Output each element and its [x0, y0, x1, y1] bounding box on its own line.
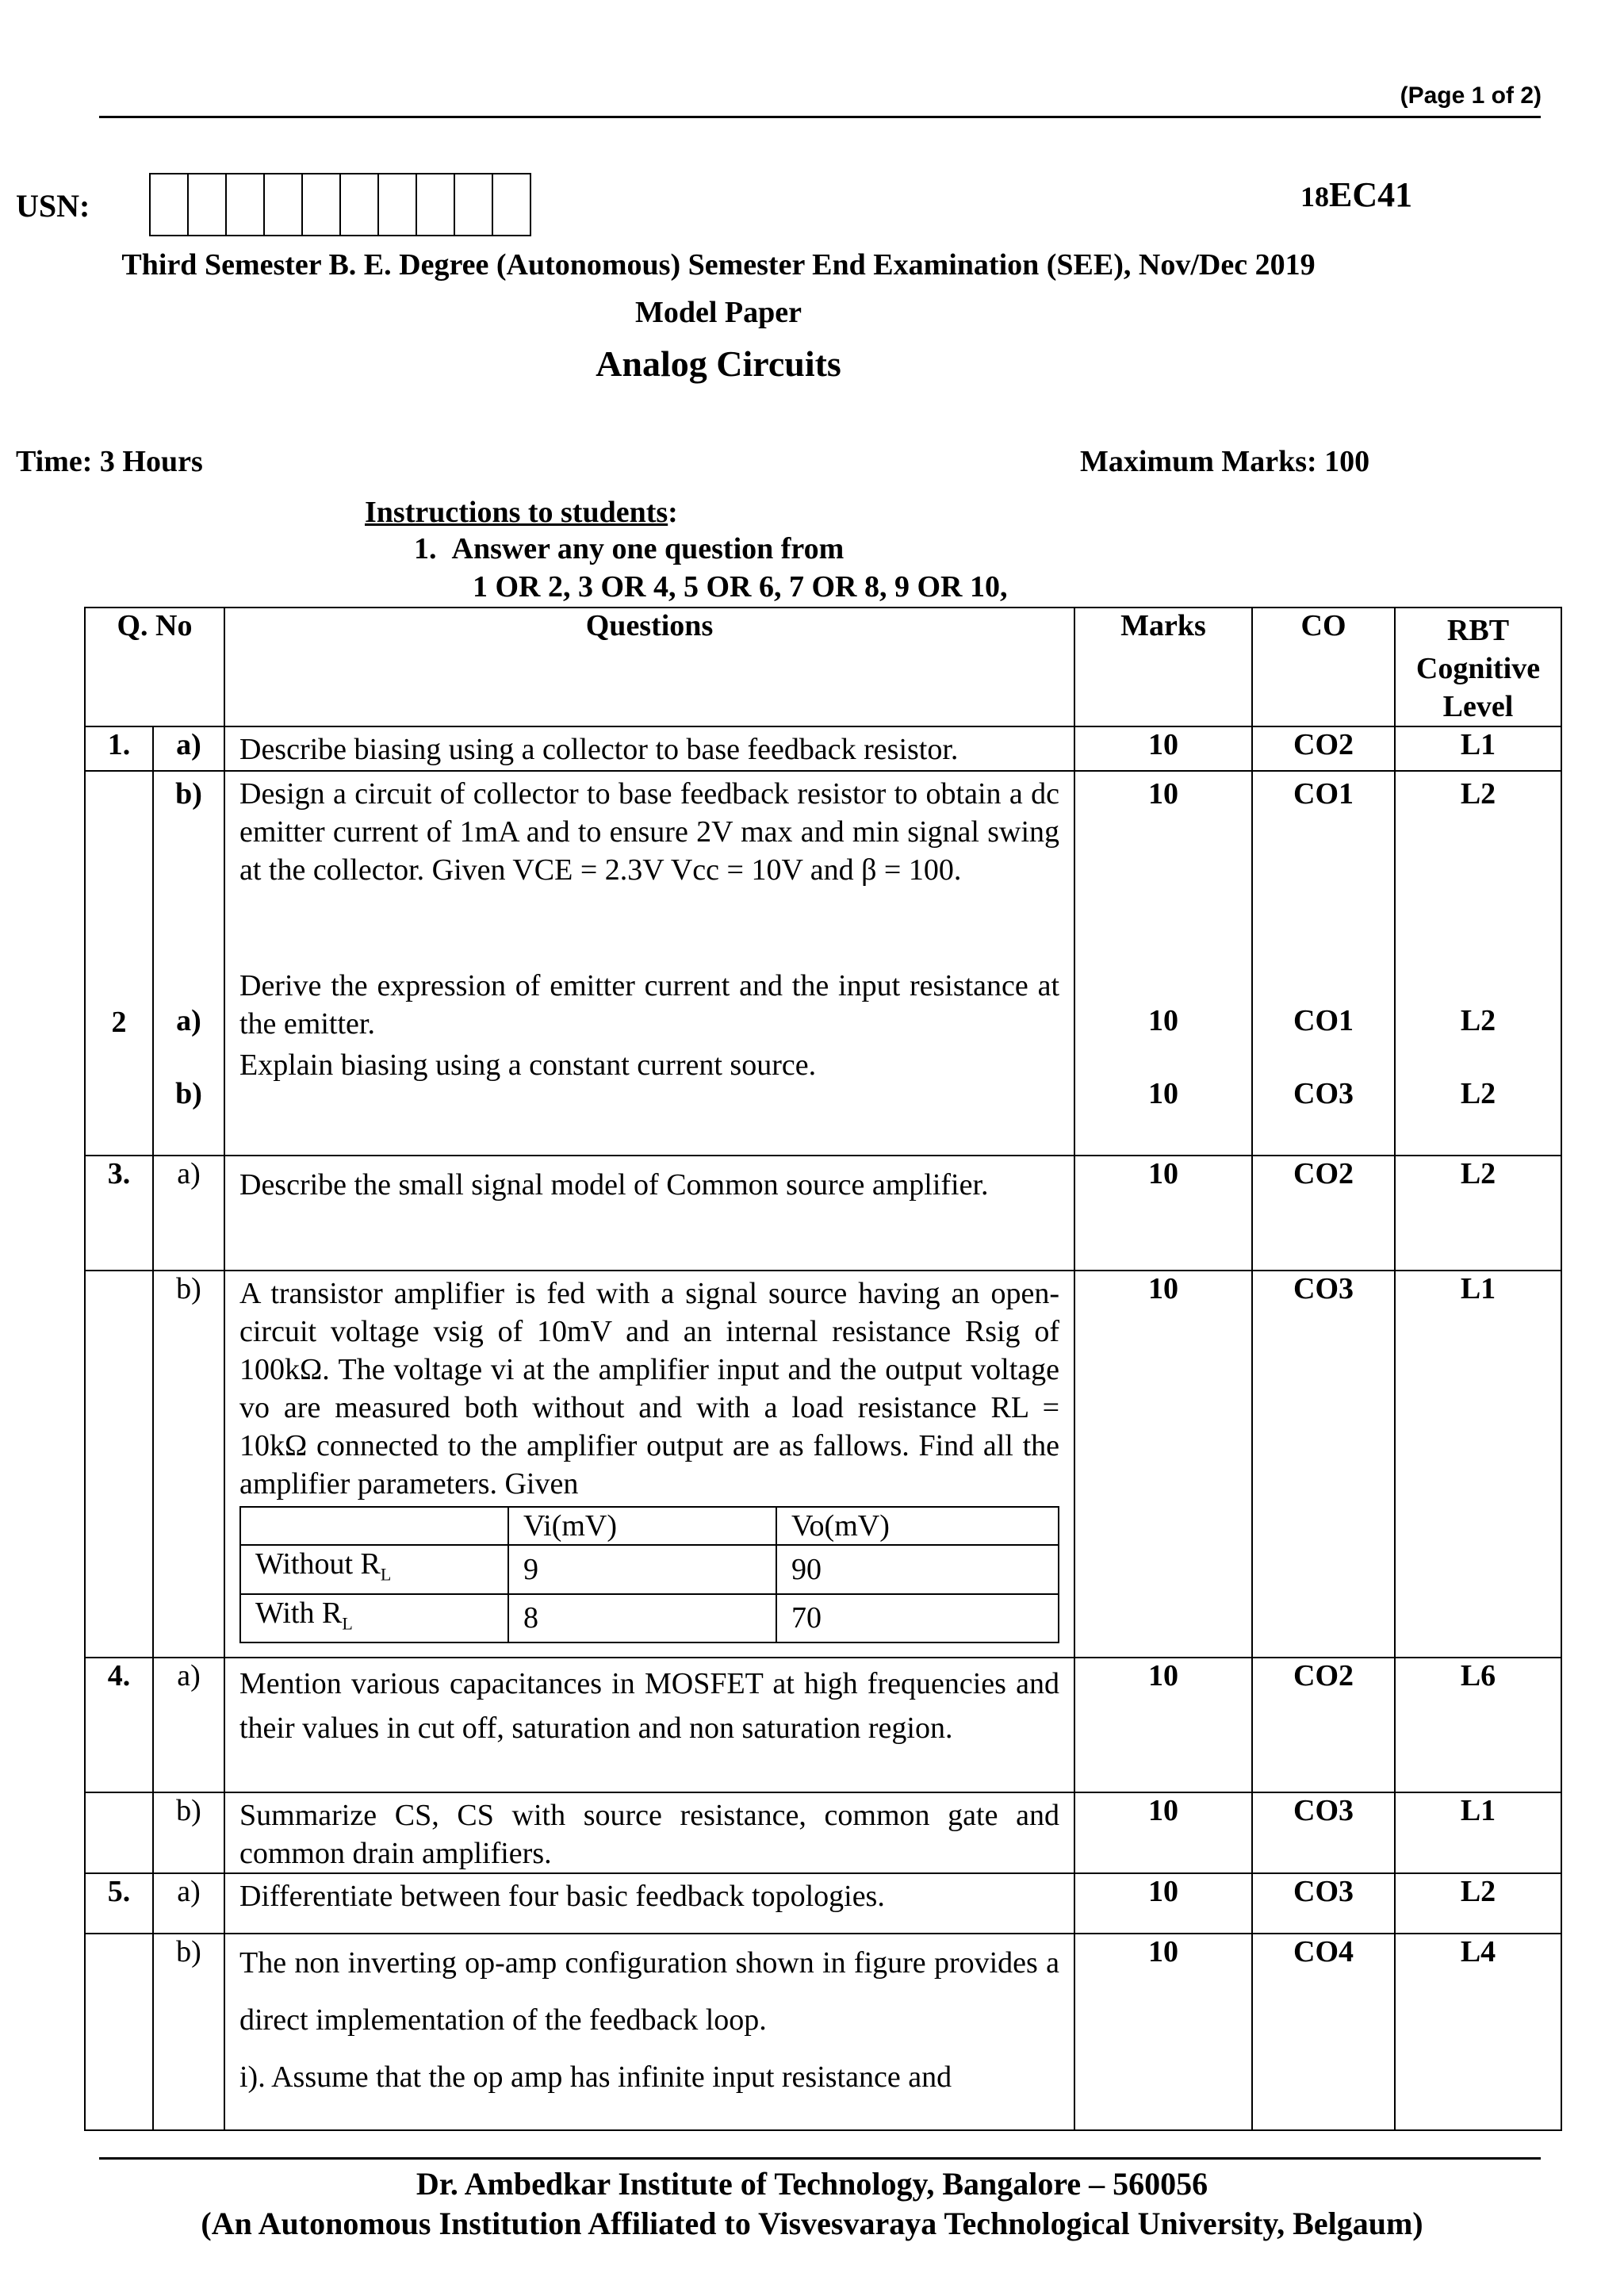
table-row — [85, 1792, 1561, 1873]
q-marks: 10 — [1074, 1873, 1252, 1934]
q-marks: 10 — [1074, 726, 1252, 771]
instructions-title: Instructions to students: — [365, 496, 678, 529]
q-co: CO3 — [1252, 1873, 1395, 1934]
q-number — [85, 1934, 153, 2130]
table-row — [85, 1873, 1561, 1934]
instruction-1: 1. Answer any one question from — [414, 532, 845, 565]
q-text: A transistor amplifier is fed with a signal source having an open-circuit voltage vsig of 10mV and an internal resistance Rsig of 100kΩ. The voltage vi at the amplifier input and the output voltage vo are measured both without and with a load resistance RL = 10kΩ connected to the amplifier output are as fallows. Find all the amplifier parameters. Given Vi(mV) Vo(mV) Without $R_L$ 9 90 With $R_L$ 8 70 — [224, 1271, 1074, 1658]
inner-header-blank — [240, 1507, 508, 1545]
q-marks: 10 10 10 — [1074, 771, 1252, 1156]
q-sub: b) — [153, 1934, 224, 2130]
footer-institute: Dr. Ambedkar Institute of Technology, Bangalore – 560056 — [416, 2166, 1208, 2202]
q-co: CO3 — [1252, 1792, 1395, 1873]
q-text: Differentiate between four basic feedback topologies. — [224, 1873, 1074, 1934]
q-rbt: L2 — [1395, 1873, 1561, 1934]
footer-divider — [99, 2157, 1541, 2160]
measurement-table — [239, 1506, 1059, 1643]
footer-affiliation: (An Autonomous Institution Affiliated to Visvesvaraya Technological University, Belgaum) — [201, 2206, 1423, 2241]
usn-boxes — [149, 173, 531, 236]
header-marks: Marks — [1074, 608, 1252, 726]
q-rbt: L4 — [1395, 1934, 1561, 2130]
q-rbt: L2 L2 L2 — [1395, 771, 1561, 1156]
q-co: CO1 CO1 CO3 — [1252, 771, 1395, 1156]
usn-box — [303, 174, 341, 235]
inner-header-vo: Vo(mV) — [776, 1507, 1059, 1545]
paper-type: Model Paper — [634, 296, 802, 329]
maximum-marks: Maximum Marks: 100 — [1080, 445, 1370, 478]
q-rbt: L1 — [1395, 726, 1561, 771]
inner-cell: 90 — [776, 1545, 1059, 1594]
table-row — [85, 771, 1561, 1156]
usn-box — [227, 174, 265, 235]
inner-cell: 70 — [776, 1594, 1059, 1643]
q-sub: a) — [153, 1873, 224, 1934]
header-questions: Questions — [224, 608, 1074, 726]
q-marks: 10 — [1074, 1934, 1252, 2130]
instruction-1-choices: 1 OR 2, 3 OR 4, 5 OR 6, 7 OR 8, 9 OR 10, — [473, 570, 1008, 604]
q-rbt: L1 — [1395, 1792, 1561, 1873]
q-number: 5. — [85, 1873, 153, 1934]
course-code: 18EC41 — [1300, 175, 1413, 214]
q-rbt: L2 — [1395, 1156, 1561, 1271]
q-number: 3. — [85, 1156, 153, 1271]
q-number — [85, 1792, 153, 1873]
inner-cell: 8 — [508, 1594, 776, 1643]
q-co: CO3 — [1252, 1271, 1395, 1658]
table-row — [85, 1658, 1561, 1792]
usn-label: USN: — [16, 188, 90, 224]
usn-box — [265, 174, 303, 235]
page-number: (Page 1 of 2) — [1400, 82, 1542, 109]
q-marks: 10 — [1074, 1658, 1252, 1792]
usn-box — [417, 174, 455, 235]
usn-box — [189, 174, 227, 235]
usn-box — [151, 174, 189, 235]
question-table — [84, 607, 1562, 2131]
q-rbt: L6 — [1395, 1658, 1561, 1792]
q-sub: b) — [153, 1792, 224, 1873]
table-row — [85, 1934, 1561, 2130]
header-rbt: RBT Cognitive Level — [1395, 608, 1561, 726]
q-number — [85, 1271, 153, 1658]
header-qno: Q. No — [85, 608, 224, 726]
time-allowed: Time: 3 Hours — [16, 445, 203, 478]
q-text: Summarize CS, CS with source resistance, common gate and common drain amplifiers. — [224, 1792, 1074, 1873]
q-number: 1. — [85, 726, 153, 771]
q-marks: 10 — [1074, 1271, 1252, 1658]
q-number: 2 — [85, 771, 153, 1156]
usn-box — [379, 174, 417, 235]
q-text: Mention various capacitances in MOSFET at high frequencies and their values in cut off, saturation and non saturation region. — [224, 1658, 1074, 1792]
inner-header-vi: Vi(mV) — [508, 1507, 776, 1545]
subject-title: Analog Circuits — [596, 343, 841, 384]
q-sub: a) — [153, 1156, 224, 1271]
inner-row-label: With $R_L$ — [240, 1594, 508, 1643]
q-co: CO2 — [1252, 1156, 1395, 1271]
q-co: CO4 — [1252, 1934, 1395, 2130]
usn-box — [493, 174, 530, 235]
usn-box — [455, 174, 493, 235]
table-row — [85, 1156, 1561, 1271]
usn-box — [341, 174, 379, 235]
q-sub: b) a) b) — [153, 771, 224, 1156]
header-co: CO — [1252, 608, 1395, 726]
q-text: The non inverting op-amp configuration shown in figure provides a direct implementation of the feedback loop. i). Assume that the op amp has infinite input resistance and — [224, 1934, 1074, 2130]
inner-cell: 9 — [508, 1545, 776, 1594]
q-text: Describe the small signal model of Common source amplifier. — [224, 1156, 1074, 1271]
q-text: Describe biasing using a collector to base feedback resistor. — [224, 726, 1074, 771]
table-row — [85, 1271, 1561, 1658]
q-co: CO2 — [1252, 1658, 1395, 1792]
q-sub: a) — [153, 726, 224, 771]
inner-row-label: Without $R_L$ — [240, 1545, 508, 1594]
table-row — [85, 726, 1561, 771]
exam-title: Third Semester B. E. Degree (Autonomous) Semester End Examination (SEE), Nov/Dec 2019 — [121, 248, 1316, 282]
q-marks: 10 — [1074, 1156, 1252, 1271]
q-rbt: L1 — [1395, 1271, 1561, 1658]
q-text: Design a circuit of collector to base feedback resistor to obtain a dc emitter current of 1mA and to ensure 2V max and min signal swing at the collector. Given VCE = 2.3V Vcc = 10V and β = 100. Derive the expression of emitter current and the input resistance at the emitter. Explain biasing using a constant current source. — [224, 771, 1074, 1156]
q-sub: a) — [153, 1658, 224, 1792]
q-co: CO2 — [1252, 726, 1395, 771]
q-number: 4. — [85, 1658, 153, 1792]
q-sub: b) — [153, 1271, 224, 1658]
header-divider — [99, 116, 1541, 118]
table-header-row — [85, 608, 1561, 726]
q-marks: 10 — [1074, 1792, 1252, 1873]
